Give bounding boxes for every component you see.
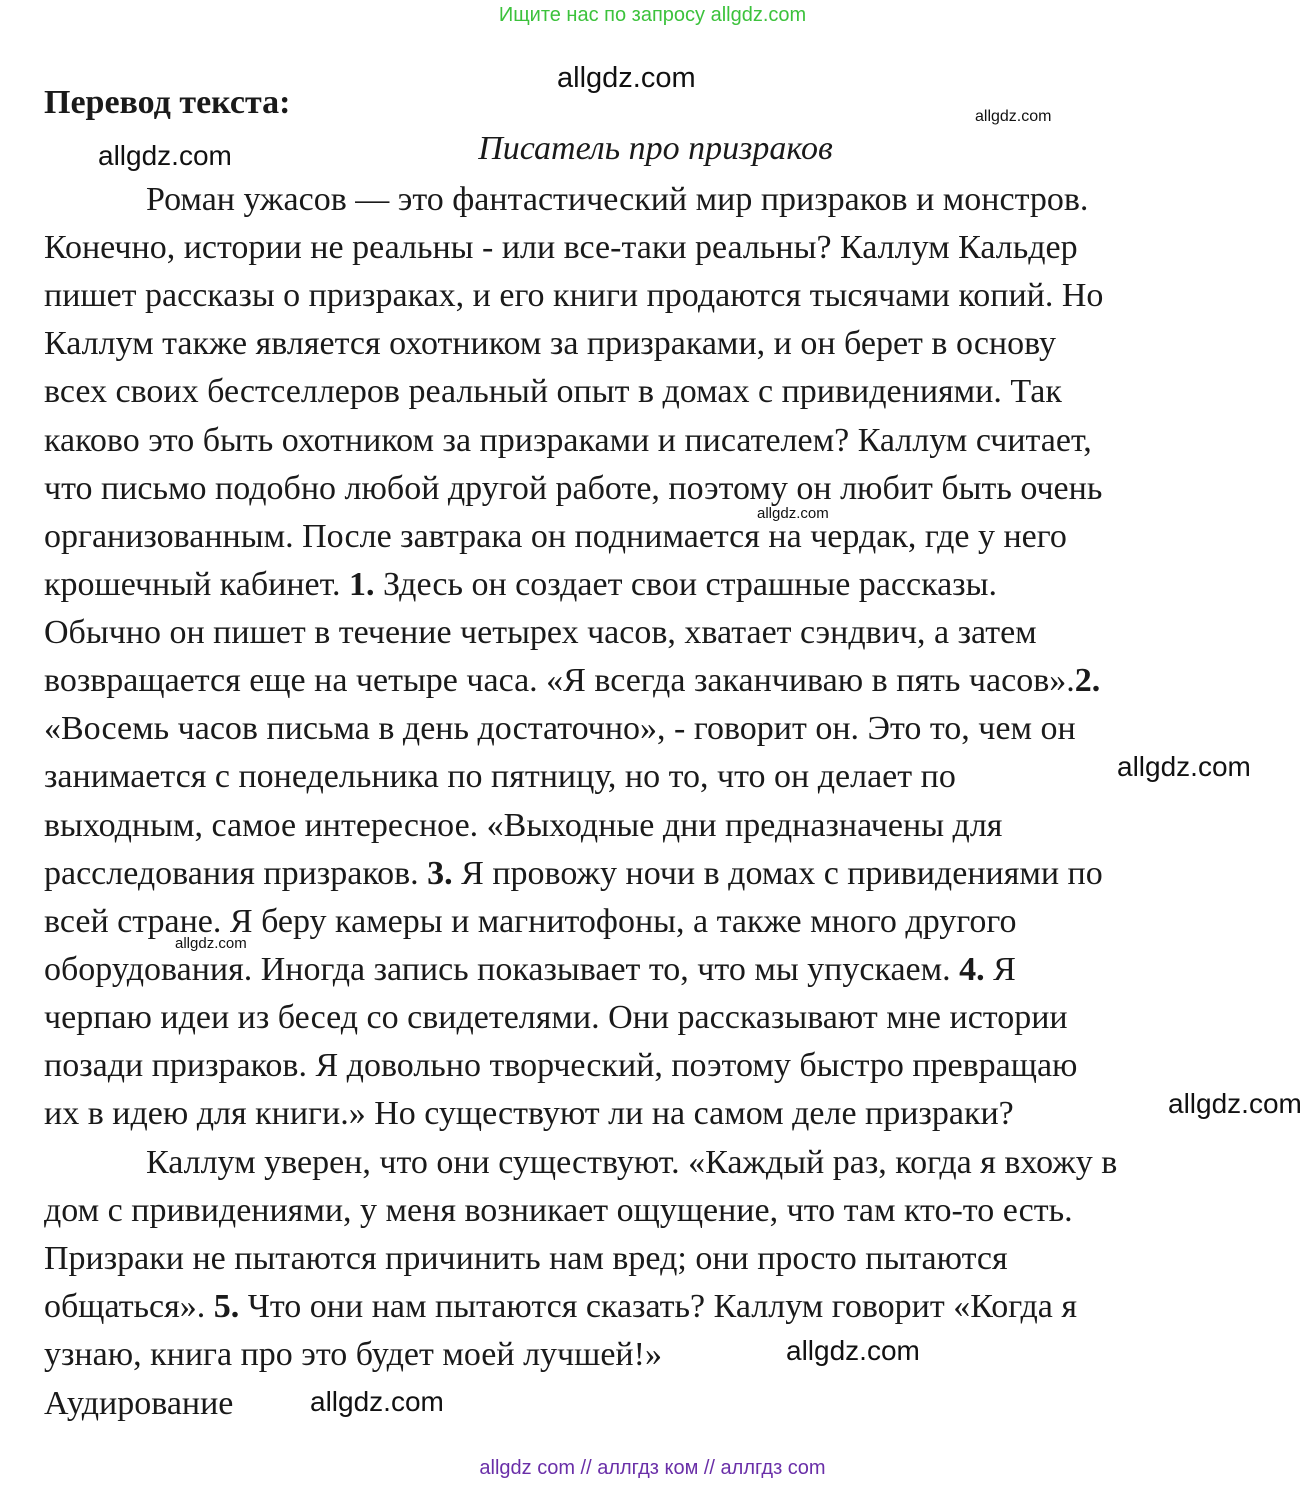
watermark: allgdz.com [557, 62, 696, 94]
question-number: 3. [427, 855, 453, 892]
watermark: allgdz.com [975, 108, 1052, 125]
text-line: организованным. После завтрака он поднимается на чердак, где у него [44, 518, 1067, 555]
watermark: allgdz.com [175, 935, 247, 952]
text-line [44, 854, 1103, 894]
watermark: allgdz.com [310, 1386, 444, 1417]
text-line: их в идею для книги.» Но существуют ли на самом деле призраки? [44, 1095, 1014, 1132]
text-line: занимается с понедельника по пятницу, но то, что он делает по [44, 758, 956, 795]
text-line [44, 661, 1100, 701]
text-segment: расследования призраков. [44, 855, 419, 892]
section-label: Аудирование [44, 1385, 234, 1422]
watermark: allgdz.com [1117, 751, 1251, 782]
text-line: Каллум также является охотником за призраками, и он берет в основу [44, 325, 1056, 362]
text-line [44, 565, 997, 605]
text-line: черпаю идеи из бесед со свидетелями. Они рассказывают мне истории [44, 999, 1068, 1036]
watermark: allgdz.com [757, 505, 829, 522]
text-line: каково это быть охотником за призраками и писателем? Каллум считает, [44, 422, 1092, 459]
text-line: позади призраков. Я довольно творческий, поэтому быстро превращаю [44, 1047, 1078, 1084]
page-heading: Перевод текста: [44, 84, 291, 121]
text-line: Призраки не пытаются причинить нам вред; они просто пытаются [44, 1240, 1008, 1277]
text-line: выходным, самое интересное. «Выходные дни предназначены для [44, 807, 1003, 844]
text-line: всех своих бестселлеров реальный опыт в домах с привидениями. Так [44, 373, 1062, 410]
text-title: Писатель про призраков [478, 130, 833, 167]
question-number: 2. [1074, 662, 1101, 699]
question-number: 5. [213, 1288, 240, 1325]
top-banner-link[interactable]: Ищите нас по запросу allgdz.com [498, 4, 807, 26]
question-number: 1. [348, 566, 375, 603]
text-line: всей стране. Я беру камеры и магнитофоны, а также много другого [44, 903, 1017, 940]
text-line: «Восемь часов письма в день достаточно», - говорит он. Это то, чем он [44, 710, 1076, 747]
text-segment: оборудования. Иногда запись показывает то, что мы упускаем. [44, 951, 951, 988]
text-segment: Я провожу ночи в домах с привидениями по [461, 855, 1103, 892]
text-line: что письмо подобно любой другой работе, поэтому он любит быть очень [44, 470, 1103, 507]
text-segment: Я [993, 951, 1016, 988]
text-line: пишет рассказы о призраках, и его книги продаются тысячами копий. Но [44, 277, 1104, 314]
text-segment: возвращается еще на четыре часа. «Я всегда заканчиваю в пять часов». [44, 662, 1075, 699]
text-line: Роман ужасов — это фантастический мир призраков и монстров. [146, 181, 1089, 218]
text-line [44, 950, 1016, 990]
footer-links[interactable]: allgdz com // аллгдз ком // аллгдз com [479, 1457, 826, 1479]
text-line [44, 1287, 1077, 1327]
text-line: Обычно он пишет в течение четырех часов, хватает сэндвич, а затем [44, 614, 1037, 651]
watermark: allgdz.com [786, 1335, 920, 1366]
watermark: allgdz.com [1168, 1088, 1302, 1119]
text-segment: крошечный кабинет. [44, 566, 341, 603]
text-line: Каллум уверен, что они существуют. «Каждый раз, когда я вхожу в [146, 1144, 1118, 1181]
text-segment: общаться». [44, 1288, 206, 1325]
text-line: Конечно, истории не реальны - или все-таки реальны? Каллум Кальдер [44, 229, 1078, 266]
question-number: 4. [959, 951, 985, 988]
text-line: узнаю, книга про это будет моей лучшей!» [44, 1336, 662, 1373]
text-segment: Здесь он создает свои страшные рассказы. [382, 566, 997, 603]
text-line: дом с привидениями, у меня возникает ощущение, что там кто-то есть. [44, 1192, 1073, 1229]
watermark: allgdz.com [98, 140, 232, 171]
text-segment: Что они нам пытаются сказать? Каллум говорит «Когда я [247, 1288, 1077, 1325]
